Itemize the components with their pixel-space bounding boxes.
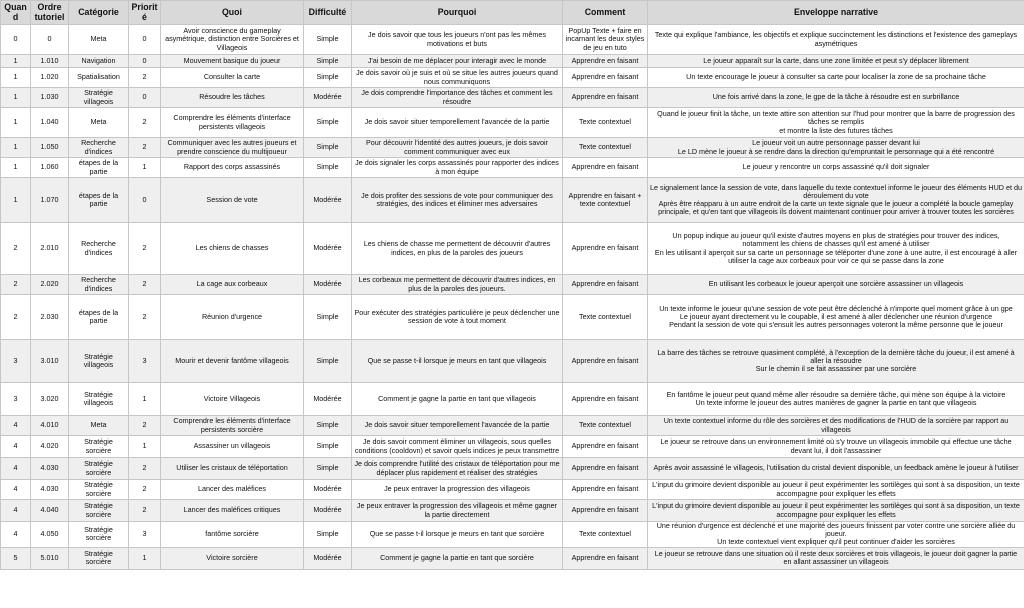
cell-difficulte[interactable]: Simple	[304, 25, 352, 55]
cell-ordre[interactable]: 1.060	[31, 158, 69, 178]
cell-enveloppe[interactable]: L'input du grimoire devient disponible au joueur il peut expérimenter les sortilèges qui sont à sa disposition, un texte accompagne pour expliquer les effets	[648, 480, 1024, 500]
cell-quand[interactable]: 2	[1, 295, 31, 340]
cell-priorite[interactable]: 0	[129, 55, 161, 68]
table-row	[1, 458, 1024, 480]
cell-enveloppe[interactable]: Un texte contextuel informe du rôle des sorcières et des modifications de l'HUD de la sorcière par rapport au villageois	[648, 416, 1024, 436]
cell-categorie[interactable]: Stratégie sorcière	[69, 500, 129, 522]
cell-ordre[interactable]: 4.030	[31, 480, 69, 500]
cell-pourquoi[interactable]: Que se passe t-il lorsque je meurs en tant que sorcière	[352, 522, 563, 548]
cell-ordre[interactable]: 2.020	[31, 275, 69, 295]
cell-categorie[interactable]: étapes de la partie	[69, 178, 129, 223]
cell-comment[interactable]: Apprendre en faisant	[563, 275, 648, 295]
cell-difficulte[interactable]: Modérée	[304, 223, 352, 275]
cell-difficulte[interactable]: Modérée	[304, 480, 352, 500]
table-row	[1, 223, 1024, 275]
cell-quand[interactable]: 4	[1, 522, 31, 548]
cell-difficulte[interactable]: Simple	[304, 416, 352, 436]
cell-priorite[interactable]: 1	[129, 436, 161, 458]
cell-enveloppe[interactable]: Une fois arrivé dans la zone, le gpe de la tâche à résoudre est en surbrillance	[648, 88, 1024, 108]
cell-difficulte[interactable]: Modérée	[304, 547, 352, 569]
cell-priorite[interactable]: 3	[129, 522, 161, 548]
table-row	[1, 480, 1024, 500]
cell-quoi[interactable]: Comprendre les éléments d'interface persistents sorcière	[161, 416, 304, 436]
cell-priorite[interactable]: 0	[129, 178, 161, 223]
cell-quand[interactable]: 4	[1, 480, 31, 500]
cell-priorite[interactable]: 2	[129, 500, 161, 522]
cell-quoi[interactable]: Mouvement basique du joueur	[161, 55, 304, 68]
cell-categorie[interactable]: Stratégie villageois	[69, 383, 129, 416]
cell-priorite[interactable]: 1	[129, 383, 161, 416]
cell-priorite[interactable]: 2	[129, 416, 161, 436]
cell-difficulte[interactable]: Simple	[304, 138, 352, 158]
cell-ordre[interactable]: 0	[31, 25, 69, 55]
table-row	[1, 500, 1024, 522]
cell-difficulte[interactable]: Modérée	[304, 178, 352, 223]
cell-ordre[interactable]: 4.050	[31, 522, 69, 548]
cell-difficulte[interactable]: Simple	[304, 108, 352, 138]
cell-pourquoi[interactable]: Comment je gagne la partie en tant que villageois	[352, 383, 563, 416]
cell-comment[interactable]: Apprendre en faisant	[563, 158, 648, 178]
cell-ordre[interactable]: 1.030	[31, 88, 69, 108]
cell-difficulte[interactable]: Simple	[304, 458, 352, 480]
cell-pourquoi[interactable]: Pour découvrir l'identité des autres joueurs, je dois savoir comment communiquer avec eux	[352, 138, 563, 158]
cell-priorite[interactable]: 2	[129, 480, 161, 500]
cell-priorite[interactable]: 2	[129, 275, 161, 295]
cell-pourquoi[interactable]: Pour exécuter des stratégies particulière je peux déclencher une session de vote à tout moment	[352, 295, 563, 340]
cell-priorite[interactable]: 1	[129, 547, 161, 569]
cell-categorie[interactable]: Stratégie sorcière	[69, 522, 129, 548]
cell-difficulte[interactable]: Simple	[304, 522, 352, 548]
cell-quand[interactable]: 0	[1, 25, 31, 55]
cell-quoi[interactable]: Lancer des maléfices	[161, 480, 304, 500]
table-row	[1, 547, 1024, 569]
cell-difficulte[interactable]: Modérée	[304, 275, 352, 295]
cell-enveloppe[interactable]: Après avoir assassiné le villageois, l'utilisation du cristal devient disponible, un feedback amène le joueur à l'utiliser	[648, 458, 1024, 480]
cell-priorite[interactable]: 2	[129, 295, 161, 340]
cell-priorite[interactable]: 2	[129, 223, 161, 275]
header-enveloppe-narrative[interactable]: Enveloppe narrative	[648, 1, 1024, 25]
cell-pourquoi[interactable]: Je dois savoir situer temporellement l'avancée de la partie	[352, 416, 563, 436]
cell-categorie[interactable]: Stratégie sorcière	[69, 547, 129, 569]
cell-categorie[interactable]: Meta	[69, 108, 129, 138]
cell-pourquoi[interactable]: Je dois profiter des sessions de vote pour communiquer des stratégies, des indices et éliminer mes adversaires	[352, 178, 563, 223]
cell-enveloppe[interactable]: En fantôme le joueur peut quand même aller résoudre sa dernière tâche, qui mène son équipe à la victoire Un texte informe le joueur des autres manières de gagner la partie en tant que villageois	[648, 383, 1024, 416]
cell-enveloppe[interactable]: Le joueur se retrouve dans une situation où il reste deux sorcières et trois villageois, le joueur doit gagner la partie en allant assassiner un villageois	[648, 547, 1024, 569]
cell-enveloppe[interactable]: Un popup indique au joueur qu'il existe d'autres moyens en plus de stratégies pour trouver des indices, notamment les chiens de chasses qu'il est amené à utiliser En les utilisant il aperçoit sur sa carte un personnage se téléporter d'une zone à une autre, il est encouragé à aller utiliser la cage aux corbeaux pour voir ce qui se passe dans la zone	[648, 223, 1024, 275]
cell-quoi[interactable]: Victoire Villageois	[161, 383, 304, 416]
header-pourquoi[interactable]: Pourquoi	[352, 1, 563, 25]
cell-ordre[interactable]: 4.030	[31, 458, 69, 480]
header-priorite[interactable]: Priorité	[129, 1, 161, 25]
cell-quand[interactable]: 1	[1, 55, 31, 68]
cell-comment[interactable]: Texte contextuel	[563, 108, 648, 138]
cell-enveloppe[interactable]: La barre des tâches se retrouve quasiment complété, à l'exception de la dernière tâche du joueur, il est amené à aller la résoudre Sur le chemin il se fait assassiner par une sorcière	[648, 340, 1024, 383]
header-quand[interactable]: Quand	[1, 1, 31, 25]
cell-difficulte[interactable]: Simple	[304, 295, 352, 340]
cell-quoi[interactable]: Victoire sorcière	[161, 547, 304, 569]
cell-enveloppe[interactable]: Le joueur apparaît sur la carte, dans une zone limitée et peut s'y déplacer librement	[648, 55, 1024, 68]
cell-quoi[interactable]: Assassiner un villageois	[161, 436, 304, 458]
cell-categorie[interactable]: Navigation	[69, 55, 129, 68]
cell-categorie[interactable]: Stratégie sorcière	[69, 436, 129, 458]
cell-priorite[interactable]: 2	[129, 108, 161, 138]
table-row	[1, 55, 1024, 68]
table-row	[1, 108, 1024, 138]
cell-categorie[interactable]: Recherche d'indices	[69, 223, 129, 275]
cell-pourquoi[interactable]: Je peux entraver la progression des villageois	[352, 480, 563, 500]
cell-pourquoi[interactable]: Je peux entraver la progression des villageois et même gagner la partie directement	[352, 500, 563, 522]
cell-comment[interactable]: Texte contextuel	[563, 416, 648, 436]
cell-priorite[interactable]: 2	[129, 138, 161, 158]
cell-comment[interactable]: Apprendre en faisant	[563, 223, 648, 275]
cell-categorie[interactable]: Meta	[69, 416, 129, 436]
cell-categorie[interactable]: Recherche d'indices	[69, 275, 129, 295]
cell-pourquoi[interactable]: Comment je gagne la partie en tant que sorcière	[352, 547, 563, 569]
cell-ordre[interactable]: 5.010	[31, 547, 69, 569]
table-row	[1, 88, 1024, 108]
table-row	[1, 522, 1024, 548]
cell-quand[interactable]: 4	[1, 436, 31, 458]
cell-pourquoi[interactable]: Je dois comprendre l'utilité des cristaux de téléportation pour me déplacer plus rapidement et réaliser des stratégies	[352, 458, 563, 480]
cell-quoi[interactable]: Consulter la carte	[161, 68, 304, 88]
cell-comment[interactable]: Apprendre en faisant	[563, 480, 648, 500]
cell-enveloppe[interactable]: Un texte encourage le joueur à consulter sa carte pour localiser la zone de sa prochaine tâche	[648, 68, 1024, 88]
cell-quoi[interactable]: Mourir et devenir fantôme villageois	[161, 340, 304, 383]
cell-pourquoi[interactable]: Que se passe t-il lorsque je meurs en tant que villageois	[352, 340, 563, 383]
cell-comment[interactable]: Apprendre en faisant + texte contextuel	[563, 178, 648, 223]
cell-ordre[interactable]: 1.040	[31, 108, 69, 138]
cell-categorie[interactable]: Spatialisation	[69, 68, 129, 88]
cell-comment[interactable]: PopUp Texte + faire en incarnant les deux styles de jeu en tuto	[563, 25, 648, 55]
cell-comment[interactable]: Texte contextuel	[563, 522, 648, 548]
cell-difficulte[interactable]: Simple	[304, 68, 352, 88]
cell-difficulte[interactable]: Simple	[304, 55, 352, 68]
cell-difficulte[interactable]: Modérée	[304, 88, 352, 108]
cell-ordre[interactable]: 1.050	[31, 138, 69, 158]
cell-difficulte[interactable]: Simple	[304, 158, 352, 178]
cell-enveloppe[interactable]: Un texte informe le joueur qu'une session de vote peut être déclenché à n'importe quel moment grâce à un gpe Le joueur ayant directement vu le coupable, il est amené à aller déclencher une réunion d'urgence Pendant la session de vote qui s'ensuit les autres personnages voteront la même personne que le joueur	[648, 295, 1024, 340]
cell-priorite[interactable]: 0	[129, 88, 161, 108]
header-categorie[interactable]: Catégorie	[69, 1, 129, 25]
cell-ordre[interactable]: 1.020	[31, 68, 69, 88]
cell-categorie[interactable]: Stratégie villageois	[69, 88, 129, 108]
cell-comment[interactable]: Apprendre en faisant	[563, 68, 648, 88]
cell-ordre[interactable]: 4.040	[31, 500, 69, 522]
cell-quand[interactable]: 4	[1, 458, 31, 480]
cell-comment[interactable]: Texte contextuel	[563, 295, 648, 340]
cell-quand[interactable]: 3	[1, 383, 31, 416]
cell-quand[interactable]: 1	[1, 68, 31, 88]
cell-enveloppe[interactable]: Le joueur y rencontre un corps assassiné qu'il doit signaler	[648, 158, 1024, 178]
cell-difficulte[interactable]: Simple	[304, 340, 352, 383]
cell-quand[interactable]: 4	[1, 500, 31, 522]
table-row	[1, 138, 1024, 158]
cell-quand[interactable]: 1	[1, 158, 31, 178]
cell-quand[interactable]: 5	[1, 547, 31, 569]
cell-ordre[interactable]: 3.020	[31, 383, 69, 416]
cell-enveloppe[interactable]: Une réunion d'urgence est déclenché et une majorité des joueurs finissent par voter contre une sorcière alliée du joueur. Un texte contextuel vient expliquer qu'il peut continuer d'aider les sorcières	[648, 522, 1024, 548]
cell-quand[interactable]: 1	[1, 108, 31, 138]
header-ordre-tutoriel[interactable]: Ordre tutoriel	[31, 1, 69, 25]
cell-quoi[interactable]: La cage aux corbeaux	[161, 275, 304, 295]
cell-quoi[interactable]: Avoir conscience du gameplay asymétrique, distinction entre Sorcières et Villageois	[161, 25, 304, 55]
cell-quoi[interactable]: Lancer des maléfices critiques	[161, 500, 304, 522]
cell-comment[interactable]: Apprendre en faisant	[563, 383, 648, 416]
cell-enveloppe[interactable]: En utilisant les corbeaux le joueur aperçoit une sorcière assassiner un villageois	[648, 275, 1024, 295]
cell-ordre[interactable]: 3.010	[31, 340, 69, 383]
cell-categorie[interactable]: Stratégie sorcière	[69, 458, 129, 480]
cell-quoi[interactable]: Résoudre les tâches	[161, 88, 304, 108]
table-row	[1, 416, 1024, 436]
cell-ordre[interactable]: 1.010	[31, 55, 69, 68]
cell-quand[interactable]: 1	[1, 138, 31, 158]
cell-quand[interactable]: 4	[1, 416, 31, 436]
cell-categorie[interactable]: Meta	[69, 25, 129, 55]
header-row	[1, 1, 1024, 25]
cell-ordre[interactable]: 1.070	[31, 178, 69, 223]
cell-quoi[interactable]: Communiquer avec les autres joueurs et prendre conscience du multijoueur	[161, 138, 304, 158]
cell-quoi[interactable]: Session de vote	[161, 178, 304, 223]
table-row	[1, 178, 1024, 223]
cell-comment[interactable]: Texte contextuel	[563, 138, 648, 158]
table-row	[1, 383, 1024, 416]
cell-quoi[interactable]: Réunion d'urgence	[161, 295, 304, 340]
cell-pourquoi[interactable]: Je dois comprendre l'importance des tâches et comment les résoudre	[352, 88, 563, 108]
cell-categorie[interactable]: étapes de la partie	[69, 295, 129, 340]
header-difficulte[interactable]: Difficulté	[304, 1, 352, 25]
cell-comment[interactable]: Apprendre en faisant	[563, 340, 648, 383]
cell-pourquoi[interactable]: Je dois savoir que tous les joueurs n'ont pas les mêmes motivations et buts	[352, 25, 563, 55]
cell-pourquoi[interactable]: Je dois savoir où je suis et où se situe les autres joueurs quand nous communiquons	[352, 68, 563, 88]
table-row	[1, 340, 1024, 383]
cell-pourquoi[interactable]: Les chiens de chasse me permettent de découvrir d'autres indices, en plus de la paroles des joueurs	[352, 223, 563, 275]
cell-ordre[interactable]: 2.010	[31, 223, 69, 275]
cell-quand[interactable]: 1	[1, 178, 31, 223]
cell-pourquoi[interactable]: Je dois signaler les corps assassinés pour rapporter des indices à mon équipe	[352, 158, 563, 178]
cell-enveloppe[interactable]: Le signalement lance la session de vote, dans laquelle du texte contextuel informe le joueur des éléments HUD et du déroulement du vote Après être réapparu à un autre endroit de la carte un texte signale que le joueur a complété la boucle gameplay principale, et qu'en tant que villageois ils doivent maintenant continuer pour arriver à trouver toutes les sorcières	[648, 178, 1024, 223]
cell-comment[interactable]: Apprendre en faisant	[563, 458, 648, 480]
cell-categorie[interactable]: Stratégie sorcière	[69, 480, 129, 500]
table-row	[1, 436, 1024, 458]
cell-quoi[interactable]: fantôme sorcière	[161, 522, 304, 548]
header-comment[interactable]: Comment	[563, 1, 648, 25]
cell-comment[interactable]: Apprendre en faisant	[563, 436, 648, 458]
table-row	[1, 158, 1024, 178]
cell-difficulte[interactable]: Modérée	[304, 500, 352, 522]
table-row	[1, 68, 1024, 88]
cell-ordre[interactable]: 2.030	[31, 295, 69, 340]
cell-comment[interactable]: Apprendre en faisant	[563, 88, 648, 108]
cell-enveloppe[interactable]: Le joueur voit un autre personnage passer devant lui Le LD mène le joueur à se rendre dans la direction qu'empruntait le personnage qui a été rencontré	[648, 138, 1024, 158]
cell-quoi[interactable]: Rapport des corps assassinés	[161, 158, 304, 178]
cell-enveloppe[interactable]: Le joueur se retrouve dans un environnement limité où s'y trouve un villageois immobile qui effectue une tâche devant lui, il doit l'assassiner	[648, 436, 1024, 458]
cell-enveloppe[interactable]: Texte qui explique l'ambiance, les objectifs et explique succinctement les distinctions et l'existence des gameplays asymétriques	[648, 25, 1024, 55]
cell-priorite[interactable]: 3	[129, 340, 161, 383]
cell-comment[interactable]: Apprendre en faisant	[563, 55, 648, 68]
cell-categorie[interactable]: Recherche d'indices	[69, 138, 129, 158]
cell-comment[interactable]: Apprendre en faisant	[563, 547, 648, 569]
cell-comment[interactable]: Apprendre en faisant	[563, 500, 648, 522]
cell-pourquoi[interactable]: J'ai besoin de me déplacer pour interagir avec le monde	[352, 55, 563, 68]
cell-categorie[interactable]: Stratégie villageois	[69, 340, 129, 383]
cell-enveloppe[interactable]: Quand le joueur finit la tâche, un texte attire son attention sur l'hud pour montrer que la barre de progression des tâches se remplis et montre la liste des futures tâches	[648, 108, 1024, 138]
table-row	[1, 275, 1024, 295]
table-row	[1, 295, 1024, 340]
cell-ordre[interactable]: 4.020	[31, 436, 69, 458]
cell-enveloppe[interactable]: L'input du grimoire devient disponible au joueur il peut expérimenter les sortilèges qui sont à sa disposition, un texte accompagne pour expliquer les effets	[648, 500, 1024, 522]
cell-quand[interactable]: 3	[1, 340, 31, 383]
cell-priorite[interactable]: 0	[129, 25, 161, 55]
cell-pourquoi[interactable]: Les corbeaux me permettent de découvrir d'autres indices, en plus de la paroles des joueurs.	[352, 275, 563, 295]
cell-difficulte[interactable]: Modérée	[304, 383, 352, 416]
table-row	[1, 25, 1024, 55]
header-quoi[interactable]: Quoi	[161, 1, 304, 25]
cell-difficulte[interactable]: Simple	[304, 436, 352, 458]
cell-pourquoi[interactable]: Je dois savoir situer temporellement l'avancée de la partie	[352, 108, 563, 138]
cell-priorite[interactable]: 2	[129, 458, 161, 480]
cell-quoi[interactable]: Comprendre les éléments d'interface persistents villageois	[161, 108, 304, 138]
cell-quoi[interactable]: Utiliser les cristaux de téléportation	[161, 458, 304, 480]
cell-quand[interactable]: 2	[1, 275, 31, 295]
cell-quand[interactable]: 1	[1, 88, 31, 108]
cell-pourquoi[interactable]: Je dois savoir comment éliminer un villageois, sous quelles conditions (cooldovn) et savoir quels indices je peux transmettre	[352, 436, 563, 458]
cell-priorite[interactable]: 2	[129, 68, 161, 88]
cell-quoi[interactable]: Les chiens de chasses	[161, 223, 304, 275]
cell-categorie[interactable]: étapes de la partie	[69, 158, 129, 178]
cell-ordre[interactable]: 4.010	[31, 416, 69, 436]
cell-quand[interactable]: 2	[1, 223, 31, 275]
cell-priorite[interactable]: 1	[129, 158, 161, 178]
